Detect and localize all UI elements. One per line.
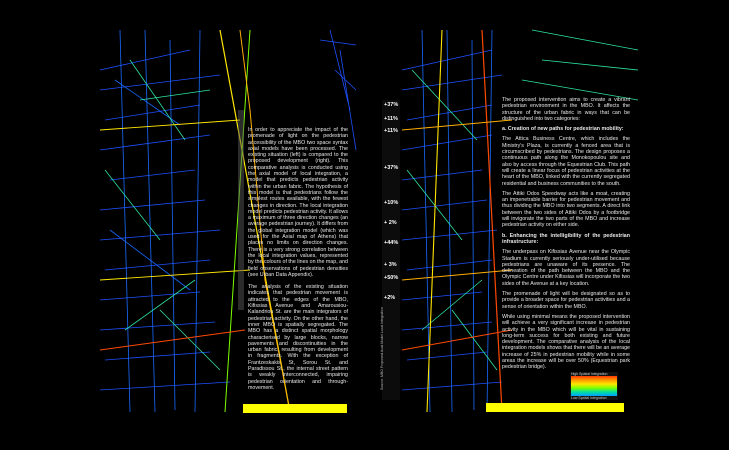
left-text-column (248, 127, 348, 397)
heading-intelligibility: b. Enhancing the intelligibility of the pedestrian infrastructure: (502, 232, 630, 245)
right-paragraph-a1: The Attica Business Centre, which includes the Ministry's Plaza, is currently a fenced area that is circumscribed by pedestrians. The design proposes a continuous path along the Monokopoulou site and also by access through the Equestrian Club. This path will create a linear focus of pedestrian activities at the heart of the MBO, linked with the currently segregated residential and business communities to the south. (502, 136, 630, 187)
pct-label: + 3% (384, 262, 397, 268)
right-text-column (502, 97, 630, 375)
right-intro: The proposed intervention aims to create a vibrant pedestrian environment in the MBO. It affects the structure of the urban fabric in ways that can be distinguished into two categories: (502, 97, 630, 122)
left-paragraph-2: The analysis of the existing situation indicates that pedestrian movement is attracted to the edges of the MBO, Kifissias Avenue and Amarousiou- Kalandriou St. are the main integrators of pedestrian activity. On the other hand, the inner MBO is spatially segregated. The MBO has a distinct spatial morphology characterised by large blocks, narrow pavements and discontinuities in the urban fabric, resulting from development in fragments. With the exception of Frantzeskakis St, Sorou St. and Paradissou St., the internal street pattern is weakly interconnected, impairing pedestrian orientation and through-movement. (248, 284, 348, 391)
right-paragraph-a2: The Attiki Odos Speedway acts like a moat, creating an impenetrable barrier for pedestrian movement and thus dividing the MBO into two segments. A direct link between the two sides of Attiki Odos by a footbridge will invigorate the two parts of the MBO and increase pedestrian activity on either side. (502, 190, 630, 229)
legend-high-label: High Spatial Integration (571, 372, 608, 376)
pct-label: +2% (384, 295, 396, 301)
pct-label: +50% (384, 275, 399, 281)
legend-gradient (571, 376, 617, 396)
pct-label: +37% (384, 102, 399, 108)
legend-low-label: Low Spatial Integration (571, 396, 607, 400)
source-note: Source: MBO Proposed Axial Model Local Integration (380, 307, 384, 390)
right-yellow-bar (486, 403, 624, 412)
pct-label: +10% (384, 200, 399, 206)
left-yellow-bar (243, 404, 347, 413)
percentage-column (382, 100, 400, 400)
pct-label: +44% (384, 240, 399, 246)
right-paragraph-c: While using minimal means the proposed intervention will achieve a very significant increase in pedestrian activity in the MBO which will be vital in sustaining long-term success for both existing and future development. The comparative analysis of the local integration models shows that there will be an average increase of 25% in pedestrian mobility while in some areas the increase will be over 50% (Equestrian park pedestrian bridge). (502, 313, 630, 371)
integration-legend (570, 372, 618, 400)
pct-label: +11% (384, 128, 398, 134)
heading-new-paths: a. Creation of new paths for pedestrian mobility: (502, 126, 624, 133)
pct-label: +37% (384, 165, 399, 171)
left-paragraph-1: In order to appreciate the impact of the promenade of light on the pedestrian accessibility of the MBO two space syntax axial models have been processed. The existing situation (left) is compared to the proposed development (right). This comparative analysis is conducted using the axial model of local integration, a model that predicts pedestrian activity within the urban fabric. The hypothesis of this model is that pedestrians follow the simplest routes available, with the fewest changes in direction. The local integration model predicts pedestrian activity. It allows a maximum of three direction changes (an average pedestrian journey). It differs from the global integration model (which was used for the Axial map of Athens) that places no limits on direction changes. There is a very strong correlation between the local integration values, represented by the colours of the lines on the map, and field observations of pedestrian densities (see Urban Data Appendix). (248, 127, 348, 278)
pct-label: + 2% (384, 220, 397, 226)
pct-label: +11% (384, 116, 398, 122)
left-page (100, 30, 356, 412)
right-paragraph-b2: The promenade of light will be designated so as to provide a broader space for pedestrian activities and a sense of orientation within the MBO. (502, 291, 630, 310)
right-page (382, 30, 638, 412)
right-paragraph-b1: The underpass on Kifissias Avenue near the Olympic Stadium is currently seriously under-utilised because pedestrians are unaware of its presence. The delineation of the path between the MBO and the Olympic Centre under Kifissias will incorporate the two sides of the Avenue at a key location. (502, 249, 630, 287)
